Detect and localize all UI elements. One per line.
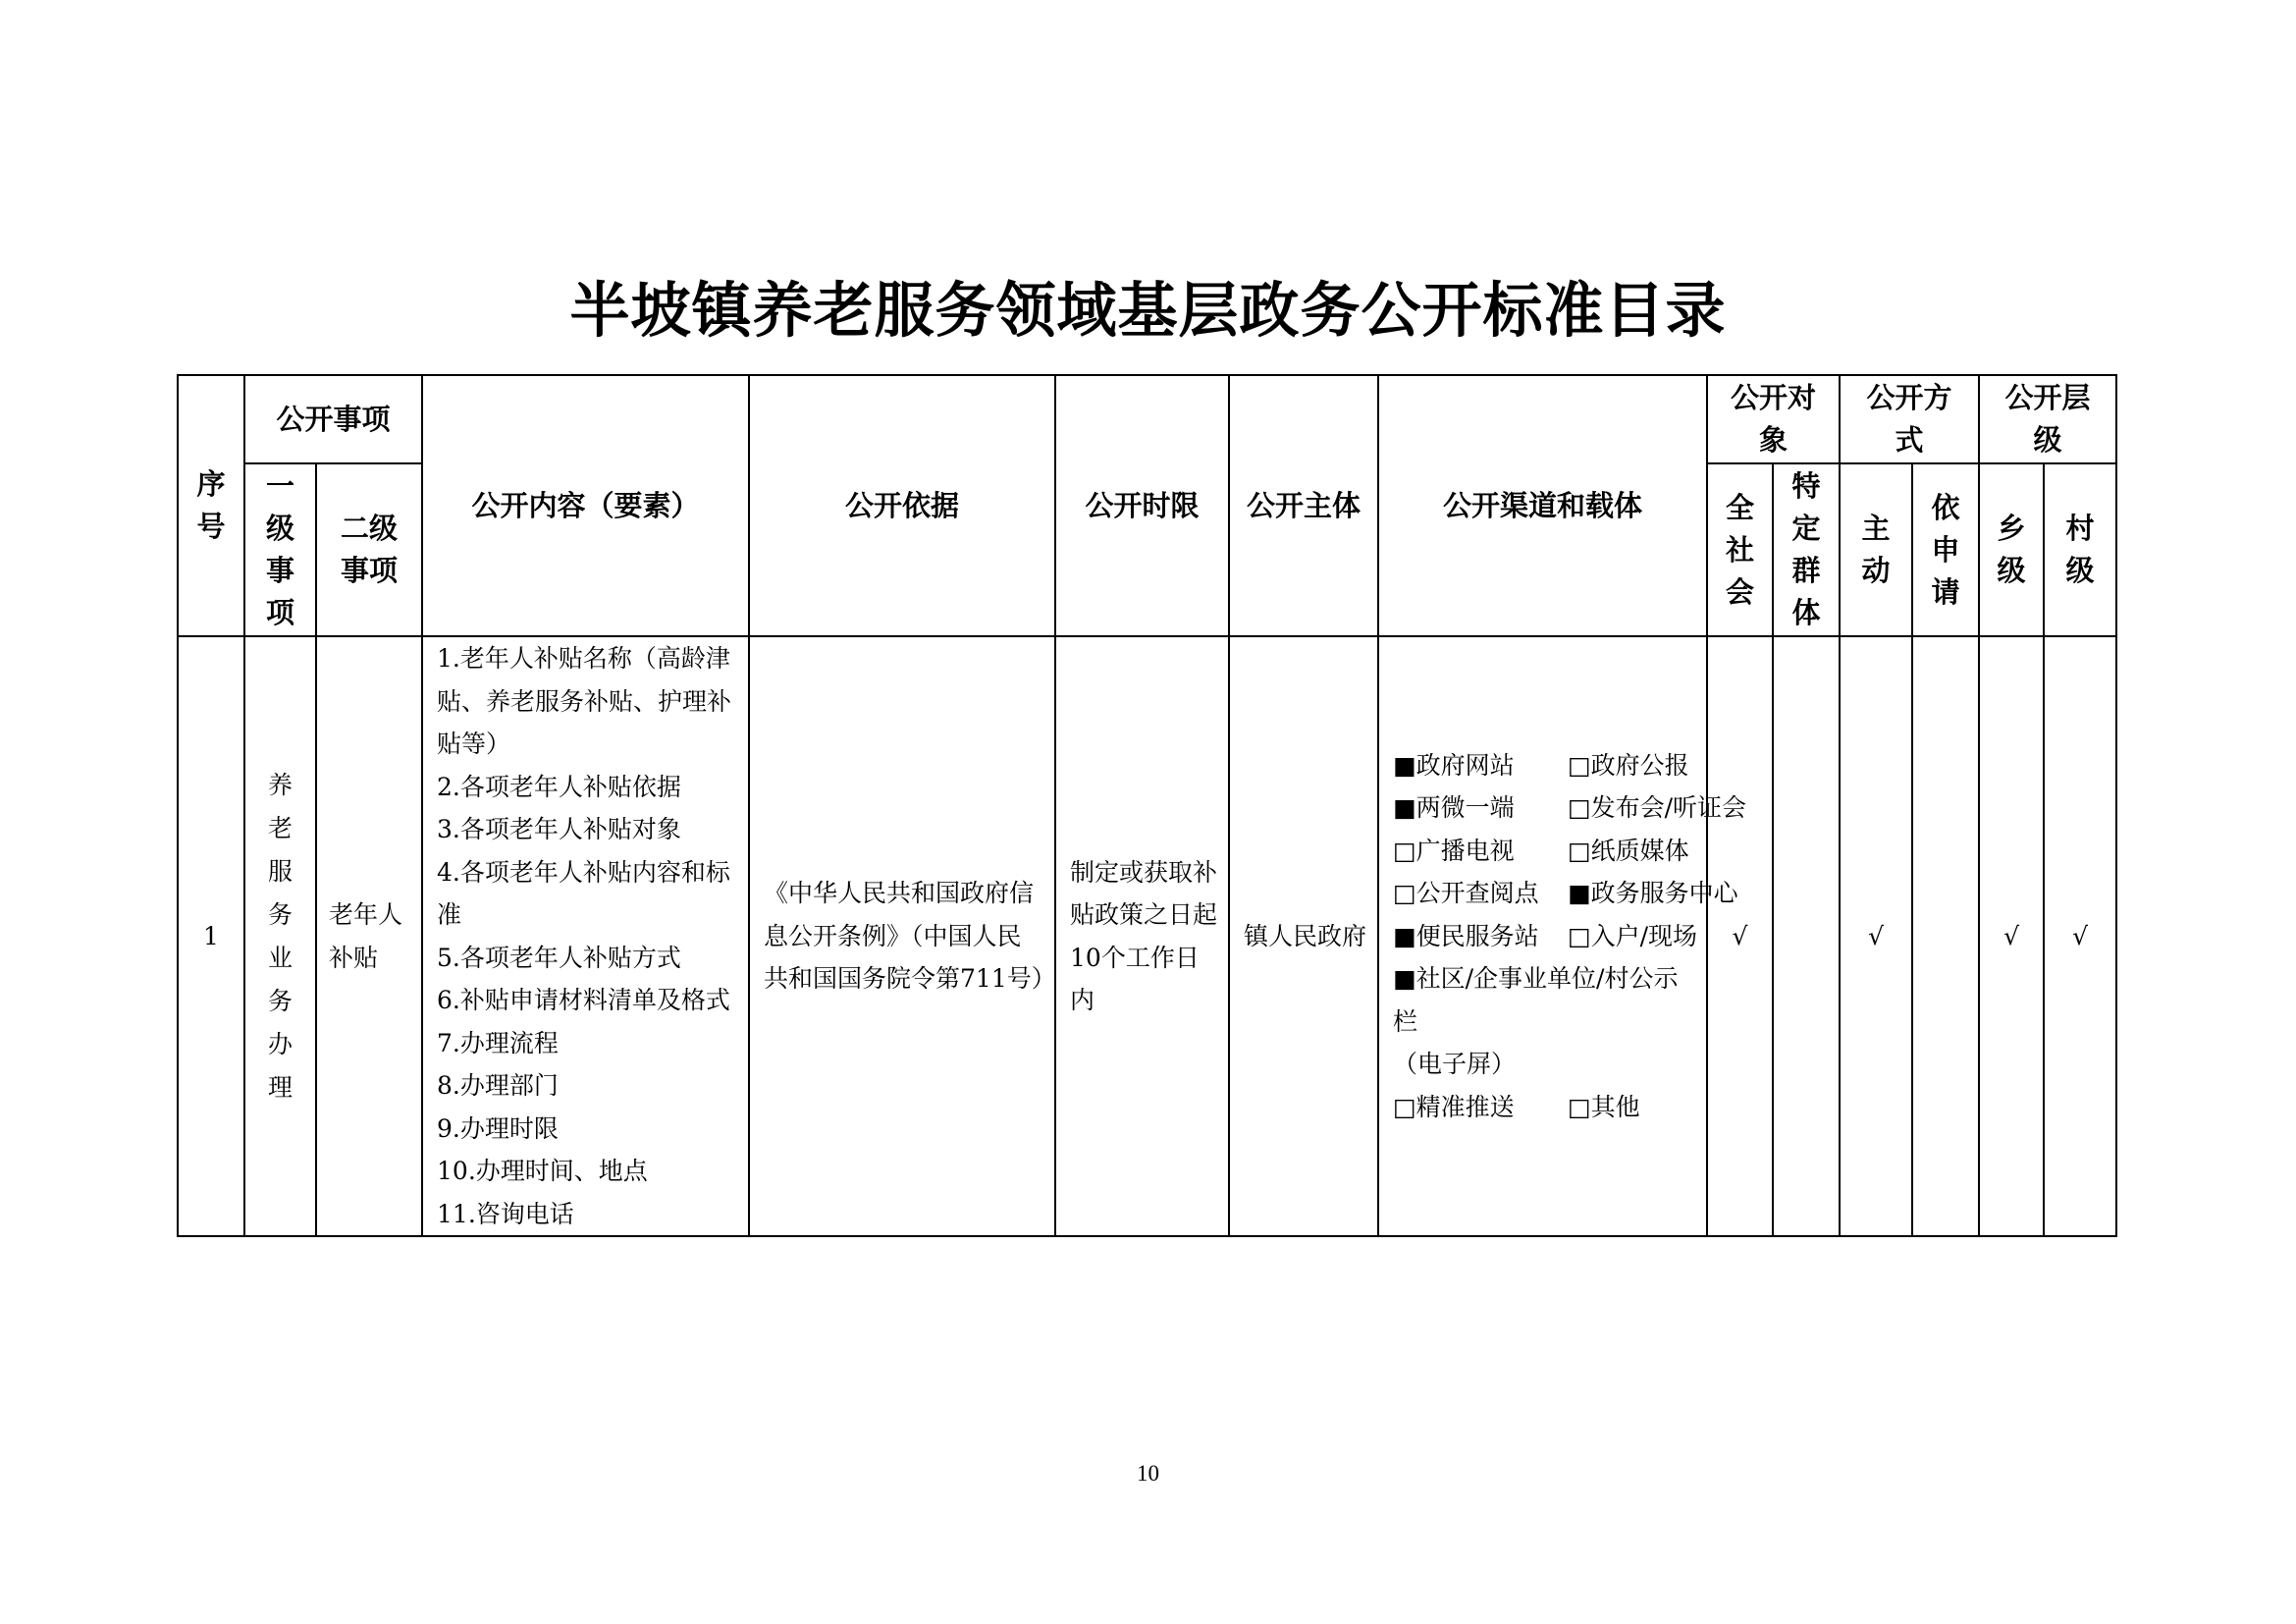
cell-method-request	[1912, 636, 1979, 1236]
header-method: 公开方式	[1840, 375, 1979, 463]
header-items: 公开事项	[244, 375, 422, 463]
page-number: 10	[1137, 1461, 1159, 1486]
content-item: 7.办理流程	[437, 1028, 559, 1057]
content-item: 8.办理部门	[437, 1071, 559, 1100]
channel-option: ■两微一端	[1393, 793, 1515, 823]
cell-content	[422, 636, 749, 1236]
table-row	[178, 636, 2116, 1236]
page-title: 半坡镇养老服务领域基层政务公开标准目录	[569, 276, 1727, 346]
cell-time-limit: 制定或获取补贴政策之日起10个工作日内	[1055, 636, 1229, 1236]
cell-target-all: √	[1707, 636, 1773, 1236]
header-content: 公开内容（要素）	[422, 375, 749, 636]
content-item: 9.办理时限	[437, 1113, 559, 1143]
channel-option: ■政府网站	[1393, 750, 1515, 780]
content-item: 2.各项老年人补贴依据	[437, 772, 681, 801]
cell-level-village: √	[2044, 636, 2116, 1236]
cell-seq: 1	[178, 636, 244, 1236]
cell-level1: 养老服务业务办理	[244, 636, 316, 1236]
header-level-village: 村级	[2044, 463, 2116, 636]
header-level1: 一级事项	[244, 463, 316, 636]
header-basis: 公开依据	[749, 375, 1055, 636]
channel-option: □发布会/听证会	[1568, 793, 1747, 823]
header-subject: 公开主体	[1229, 375, 1378, 636]
content-item: 10.办理时间、地点	[437, 1157, 648, 1185]
header-target: 公开对象	[1707, 375, 1840, 463]
cell-basis: 《中华人民共和国政府信息公开条例》（中国人民共和国国务院令第711号）	[749, 636, 1055, 1236]
content-item: 6.补贴申请材料清单及格式	[437, 986, 730, 1014]
content-item: 4.各项老年人补贴内容和标准	[437, 857, 730, 929]
cell-subject: 镇人民政府	[1229, 636, 1378, 1236]
channel-option: □入户/现场	[1568, 921, 1698, 950]
content-item: 1.老年人补贴名称（高龄津贴、养老服务补贴、护理补贴等）	[437, 644, 732, 758]
channel-option: □广播电视	[1393, 836, 1515, 865]
header-target-specific: 特定群体	[1773, 463, 1840, 636]
cell-level-town: √	[1979, 636, 2044, 1236]
channel-option: （电子屏）	[1393, 1050, 1517, 1079]
header-level: 公开层级	[1979, 375, 2116, 463]
cell-level2: 老年人补贴	[316, 636, 422, 1236]
header-time-limit: 公开时限	[1055, 375, 1229, 636]
cell-target-specific	[1773, 636, 1840, 1236]
channel-option: ■社区/企事业单位/村公示栏	[1393, 964, 1679, 1036]
channel-option: ■政务服务中心	[1568, 879, 1738, 908]
header-seq: 序号	[178, 375, 244, 636]
header-target-all: 全社会	[1707, 463, 1773, 636]
header-level2: 二级事项	[316, 463, 422, 636]
header-method-active: 主动	[1840, 463, 1912, 636]
channel-option: ■便民服务站	[1393, 921, 1539, 950]
header-channels: 公开渠道和载体	[1378, 375, 1707, 636]
channel-option: □公开查阅点	[1393, 879, 1539, 908]
channel-option: □精准推送	[1393, 1092, 1515, 1121]
content-item: 5.各项老年人补贴方式	[437, 943, 681, 972]
header-level-town: 乡级	[1979, 463, 2044, 636]
catalog-table	[177, 374, 2117, 1237]
content-item: 11.咨询电话	[437, 1199, 574, 1228]
channel-option: □纸质媒体	[1568, 836, 1689, 865]
content-item: 3.各项老年人补贴对象	[437, 815, 681, 843]
header-method-request: 依申请	[1912, 463, 1979, 636]
cell-channels	[1378, 636, 1747, 1236]
channel-option: □其他	[1568, 1092, 1640, 1121]
cell-method-active: √	[1840, 636, 1912, 1236]
channel-option: □政府公报	[1568, 750, 1689, 780]
